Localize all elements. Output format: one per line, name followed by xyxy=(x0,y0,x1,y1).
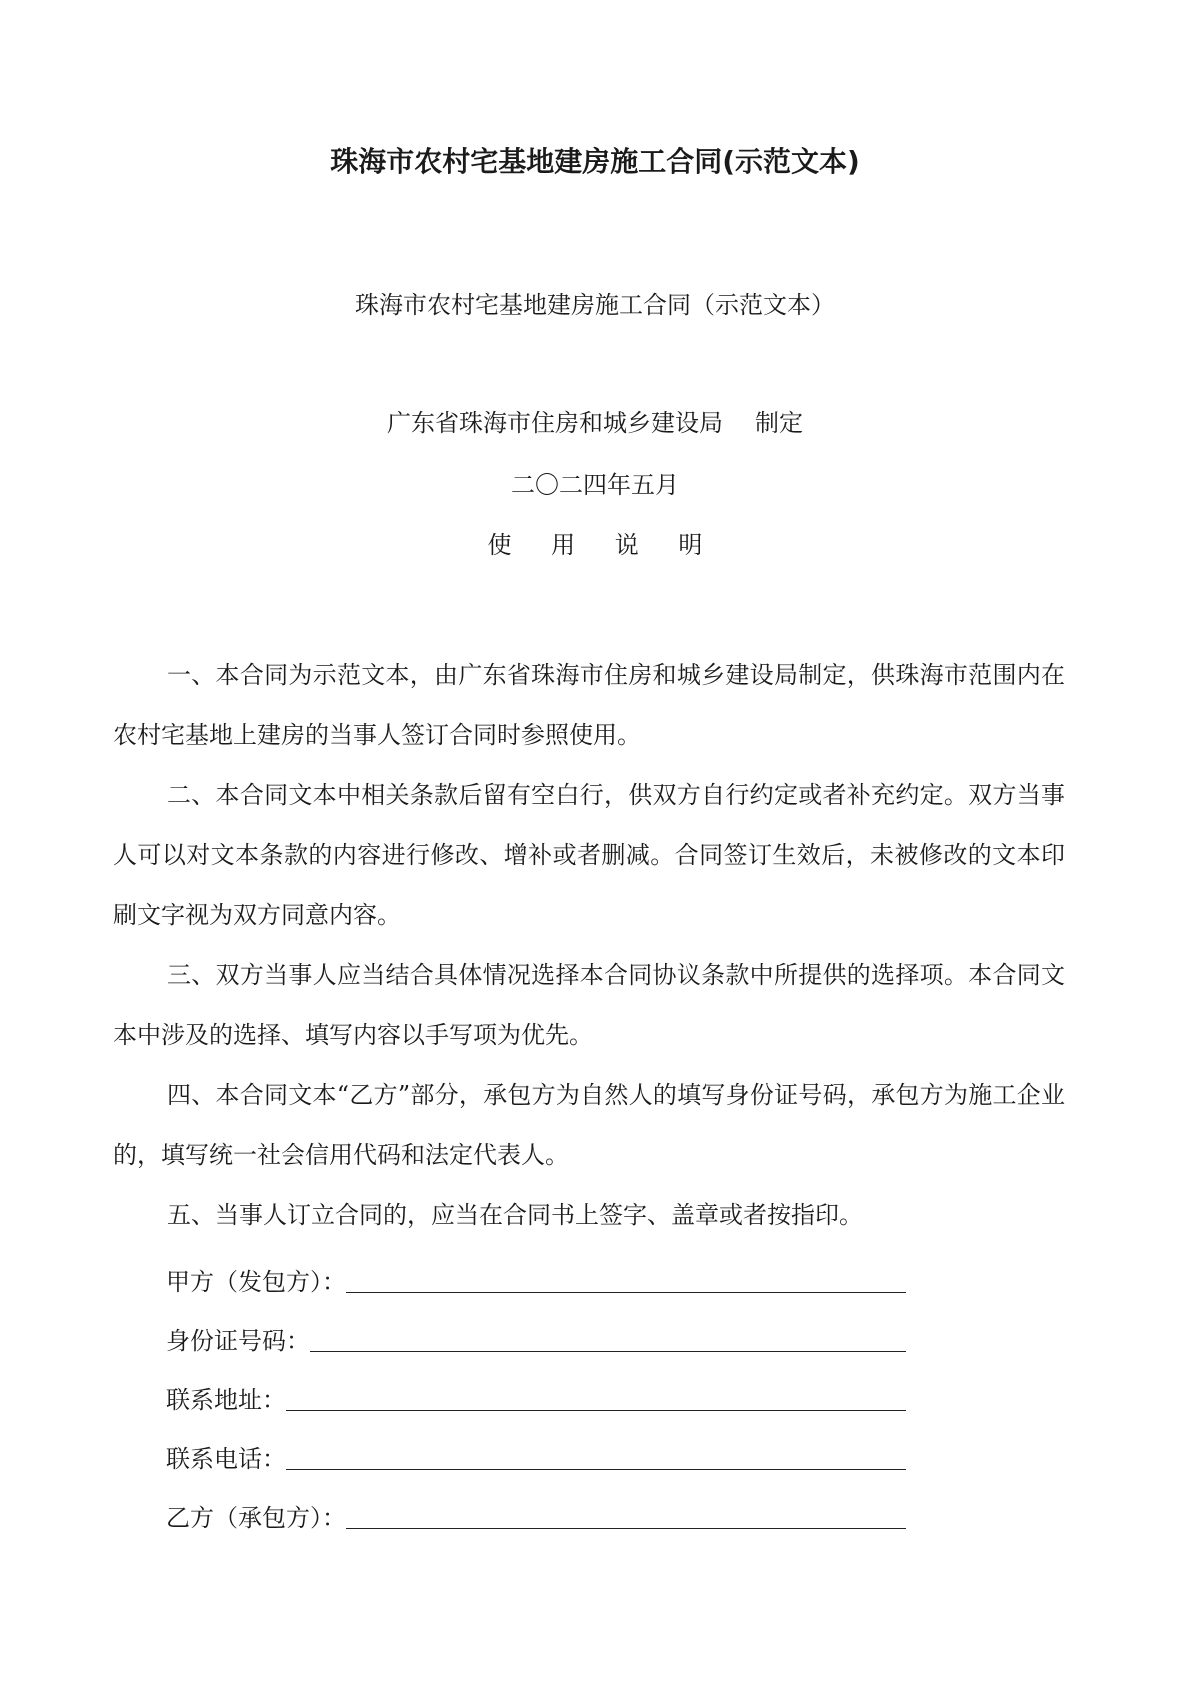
usage-instructions xyxy=(113,645,1065,1245)
address-label: 联系地址： xyxy=(166,1386,286,1414)
id-number-field[interactable] xyxy=(310,1329,906,1352)
form-row-party-b xyxy=(166,1476,906,1535)
issue-date: 二〇二四年五月 xyxy=(511,471,679,499)
instruction-paragraph-3: 三、双方当事人应当结合具体情况选择本合同协议条款中所提供的选择项。本合同文本中涉及的选择、填写内容以手写项为优先。 xyxy=(113,961,1065,1049)
party-b-field[interactable] xyxy=(346,1506,906,1529)
form-row-phone xyxy=(166,1417,906,1476)
id-number-label: 身份证号码： xyxy=(166,1327,310,1355)
issuer-suffix: 制定 xyxy=(755,409,803,437)
party-info-form xyxy=(166,1240,906,1535)
instruction-paragraph-1: 一、本合同为示范文本，由广东省珠海市住房和城乡建设局制定，供珠海市范围内在农村宅基地上建房的当事人签订合同时参照使用。 xyxy=(113,661,1065,749)
issuer-name: 广东省珠海市住房和城乡建设局 xyxy=(387,409,723,437)
usage-heading: 使 用 说 明 xyxy=(487,531,719,559)
form-row-address xyxy=(166,1358,906,1417)
party-a-field[interactable] xyxy=(346,1270,906,1293)
form-row-id-number xyxy=(166,1299,906,1358)
phone-label: 联系电话： xyxy=(166,1445,286,1473)
instruction-paragraph-2: 二、本合同文本中相关条款后留有空白行，供双方自行约定或者补充约定。双方当事人可以对文本条款的内容进行修改、增补或者删减。合同签订生效后，未被修改的文本印刷文字视为双方同意内容。 xyxy=(113,781,1065,929)
instruction-paragraph-5: 五、当事人订立合同的，应当在合同书上签字、盖章或者按指印。 xyxy=(167,1201,863,1229)
address-field[interactable] xyxy=(286,1388,906,1411)
form-row-party-a xyxy=(166,1240,906,1299)
document-subtitle: 珠海市农村宅基地建房施工合同（示范文本） xyxy=(355,291,835,319)
instruction-paragraph-4: 四、本合同文本“乙方”部分，承包方为自然人的填写身份证号码，承包方为施工企业的，填写统一社会信用代码和法定代表人。 xyxy=(113,1081,1065,1169)
phone-field[interactable] xyxy=(286,1447,906,1470)
issuer-line xyxy=(0,406,1190,440)
party-b-label: 乙方（承包方）： xyxy=(166,1504,346,1532)
party-a-label: 甲方（发包方）： xyxy=(166,1268,346,1296)
document-title: 珠海市农村宅基地建房施工合同(示范文本) xyxy=(330,145,860,178)
